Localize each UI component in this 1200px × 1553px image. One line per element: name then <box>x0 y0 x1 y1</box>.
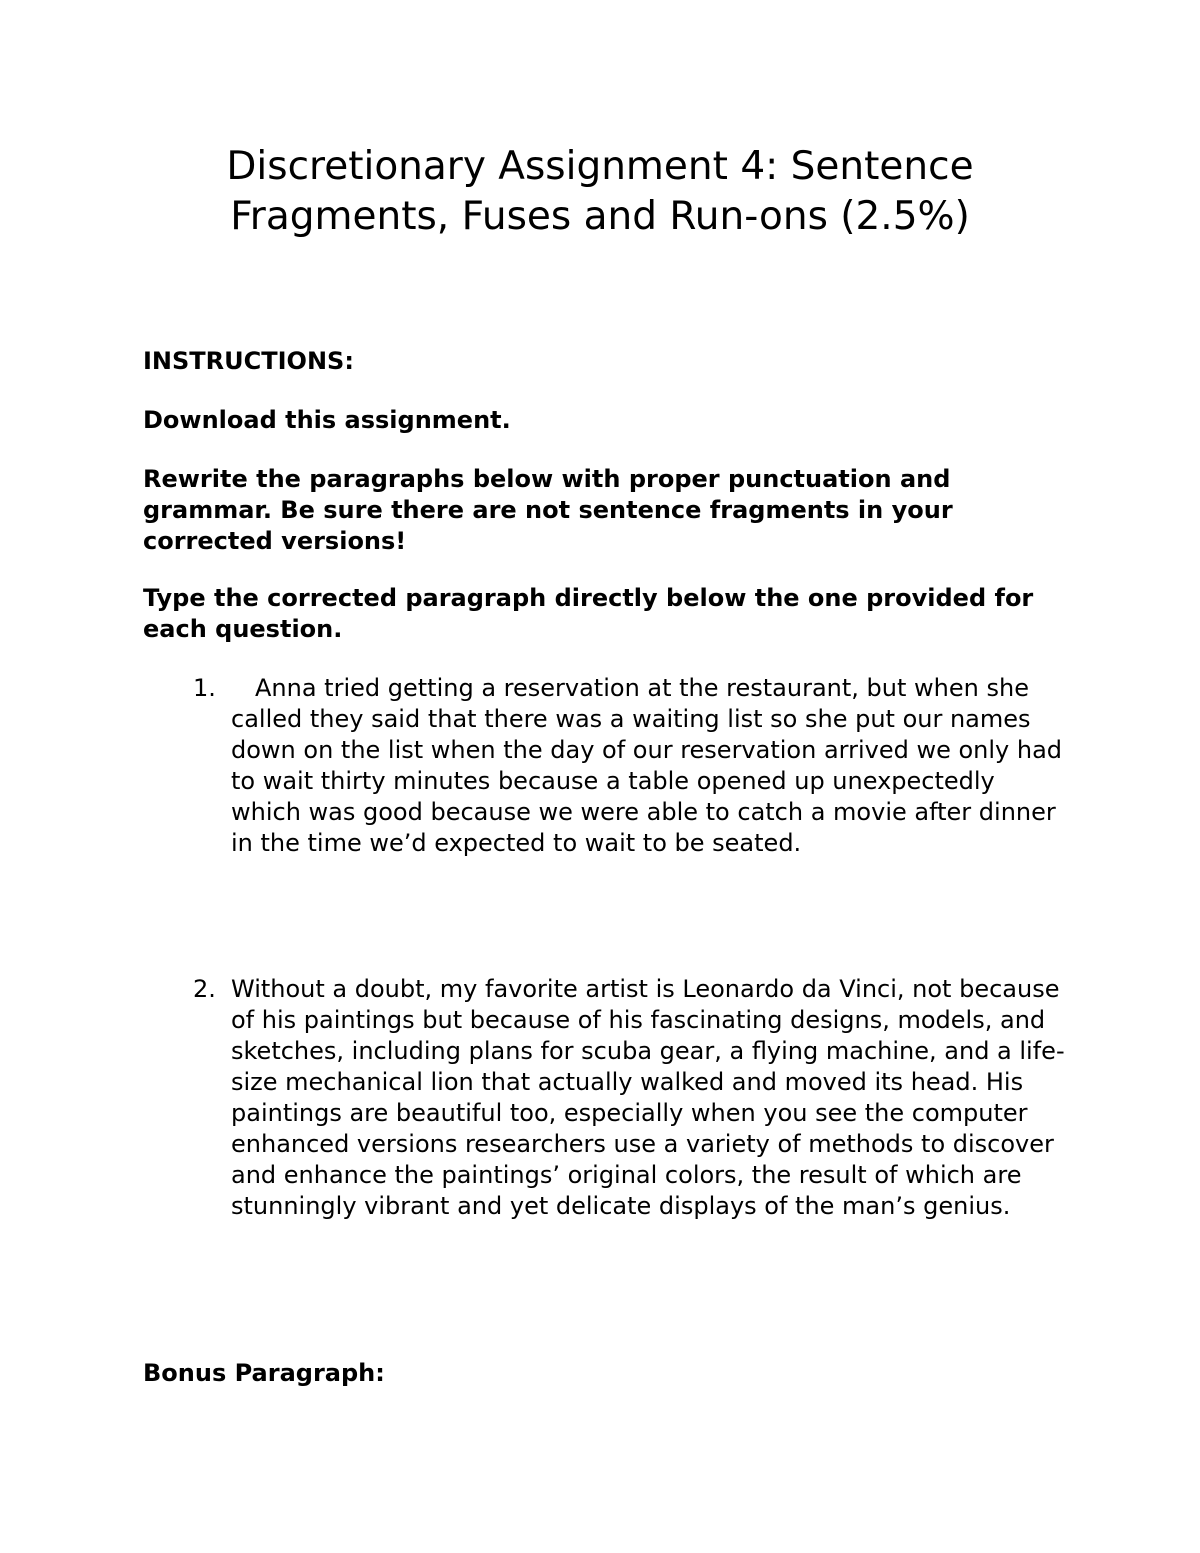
title-line-2: Fragments, Fuses and Run-ons (2.5%) <box>230 194 970 239</box>
document-title <box>100 142 1100 242</box>
question-2-number: 2. <box>193 975 216 1003</box>
instruction-rewrite: Rewrite the paragraphs below with proper punctuation and grammar. Be sure there are not sentence fragments in your corrected versions! <box>143 465 953 555</box>
question-1-body: Anna tried getting a reservation at the restaurant, but when she called they said that there was a waiting list so she put our names down on the list when the day of our reservation arrived we only had to wait thirty minutes because a table opened up unexpectedly which was good because we were able to catch a movie after dinner in the time we’d expected to wait to be seated. <box>231 674 1063 857</box>
title-line-1: Discretionary Assignment 4: Sentence <box>226 144 974 189</box>
instructions-heading: INSTRUCTIONS: <box>143 347 354 375</box>
bonus-heading: Bonus Paragraph: <box>143 1359 385 1387</box>
question-1-text <box>231 673 1071 859</box>
question-1-number: 1. <box>193 674 216 702</box>
instruction-download: Download this assignment. <box>143 406 511 434</box>
question-2-text: Without a doubt, my favorite artist is Leonardo da Vinci, not because of his paintings but because of his fascinating designs, models, and sketches, including plans for scuba gear, a flying machine, and a life-size mechanical lion that actually walked and moved its head. His paintings are beautiful too, especially when you see the computer enhanced versions researchers use a variety of methods to discover and enhance the paintings’ original colors, the result of which are stunningly vibrant and yet delicate displays of the man’s genius. <box>231 975 1065 1220</box>
instruction-type: Type the corrected paragraph directly below the one provided for each question. <box>143 584 1034 643</box>
